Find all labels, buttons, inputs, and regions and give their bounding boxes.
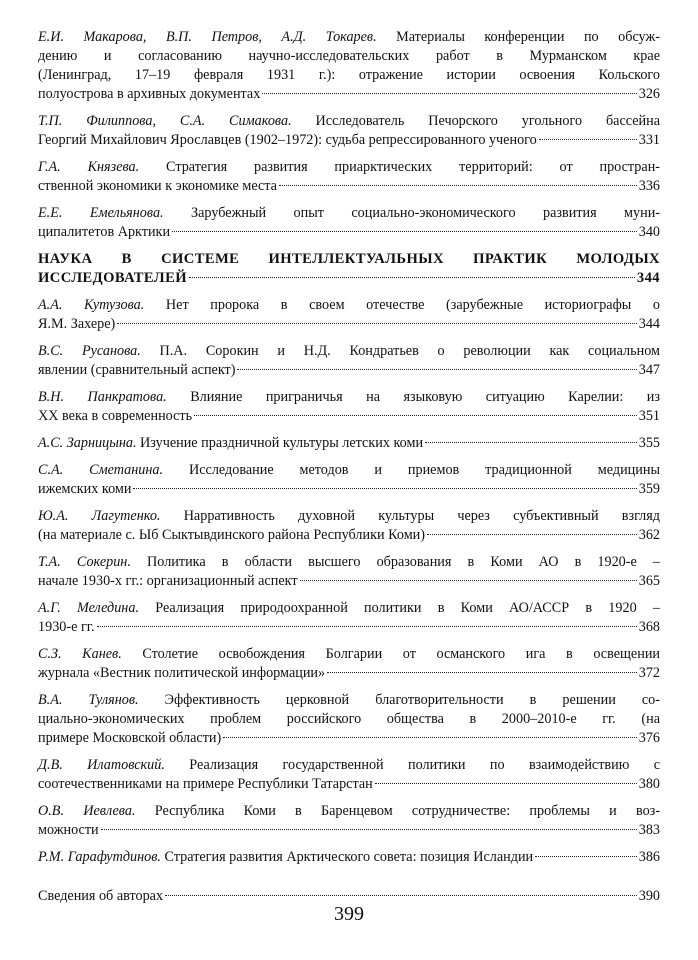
toc-entry-page: 386	[638, 849, 660, 865]
toc-entry-page: 344	[638, 316, 660, 332]
toc-entry	[38, 296, 660, 334]
toc-entry	[38, 848, 660, 867]
toc-entry-line	[38, 526, 660, 545]
toc-entry	[38, 204, 660, 242]
toc-entry-line	[38, 691, 660, 710]
toc-entry-page: 340	[638, 224, 660, 240]
dot-leader	[172, 231, 637, 232]
toc-entry-page: 336	[638, 178, 660, 194]
toc-entry-line-text	[38, 664, 325, 683]
toc-entry-line	[38, 645, 660, 664]
toc-entry	[38, 250, 660, 288]
toc-entry-page: 372	[638, 665, 660, 681]
toc-entry-title: полуострова в архивных документах	[38, 86, 261, 102]
toc-entry-line-text	[38, 848, 533, 867]
dot-leader	[300, 580, 637, 581]
toc-entry-line-text	[38, 269, 187, 288]
toc-entry	[38, 553, 660, 591]
toc-entry-author: Д.В. Илатовский.	[38, 757, 165, 773]
toc-entry-line-text	[38, 85, 260, 104]
dot-leader	[539, 139, 637, 140]
dot-leader	[237, 369, 636, 370]
toc-entry-title: Стратегия развития приарктических территорий: от простран-	[166, 159, 661, 175]
toc-entry-author: Е.Е. Емельянова.	[38, 205, 164, 221]
toc-entry-line-text	[38, 407, 192, 426]
toc-entry-line	[38, 664, 660, 683]
toc-entry-line	[38, 85, 660, 104]
toc-entry-line	[38, 315, 660, 334]
toc-entry-title: журнала «Вестник политической информации»	[38, 665, 326, 681]
toc-entry-title: Изучение праздничной культуры летских коми	[140, 435, 424, 451]
toc-entry-title: XX века в современность	[38, 408, 193, 424]
toc-entry-line-text	[38, 526, 425, 545]
toc-entry-title: Эффективность церковной благотворительности в решении со-	[164, 692, 661, 708]
toc-entry-title: начале 1930-х гг.: организационный аспект	[38, 573, 298, 589]
toc-entry-title: Столетие освобождения Болгарии от османского ига в освещении	[142, 646, 661, 662]
toc-entry-title: Георгий Михайлович Ярославцев (1902–1972): судьба репрессированного ученого	[38, 132, 537, 148]
toc-entry-line	[38, 177, 660, 196]
toc-entry-line	[38, 269, 660, 288]
toc-entry-line	[38, 407, 660, 426]
toc-entry-title: Республика Коми в Баренцевом сотрудничестве: проблемы и воз-	[154, 803, 661, 819]
dot-leader	[165, 895, 637, 896]
toc-entry	[38, 756, 660, 794]
toc-entry-line-text	[38, 775, 373, 794]
toc-entry-line-text	[38, 177, 277, 196]
toc-entry-line	[38, 775, 660, 794]
toc-entry-title: примере Московской области)	[38, 730, 222, 746]
toc-entry-line	[38, 461, 660, 480]
toc-entry-line-text	[38, 223, 170, 242]
toc-entry-author: А.Г. Меледина.	[38, 600, 139, 616]
toc-entry-line	[38, 756, 660, 775]
dot-leader	[223, 737, 636, 738]
dot-leader	[189, 277, 635, 278]
dot-leader	[279, 185, 637, 186]
toc-entry-author: А.С. Зарницына.	[38, 435, 137, 451]
toc-entry-line	[38, 223, 660, 242]
toc-entry-line	[38, 507, 660, 526]
toc-entry-author: Ю.А. Лагутенко.	[38, 508, 161, 524]
toc-entry	[38, 158, 660, 196]
dot-leader	[327, 672, 637, 673]
toc-entry-line-text	[38, 729, 221, 748]
toc-entry-title: Исследование методов и приемов традиционной медицины	[188, 462, 660, 478]
toc-entry-title: Влияние приграничья на языковую ситуацию Карелии: из	[190, 389, 661, 405]
toc-entry-author: Г.А. Князева.	[38, 159, 140, 175]
toc-entry-page: 331	[638, 132, 660, 148]
toc-entry-author: А.А. Кутузова.	[38, 297, 145, 313]
toc-entry-title: П.А. Сорокин и Н.Д. Кондратьев о революции как социальном	[159, 343, 660, 359]
toc-entry-title: Исследователь Печорского угольного бассейна	[315, 113, 661, 129]
toc-entry-line-text	[38, 131, 537, 150]
toc-entry-page: 355	[638, 435, 660, 451]
toc-entry-line-text	[38, 434, 423, 453]
toc-entry-page: 380	[638, 776, 660, 792]
toc-entry-title: НАУКА В СИСТЕМЕ ИНТЕЛЛЕКТУАЛЬНЫХ ПРАКТИК МОЛОДЫХ	[38, 251, 660, 267]
toc-entry-title: ципалитетов Арктики	[38, 224, 171, 240]
dot-leader	[535, 856, 637, 857]
toc-entry-page: 326	[638, 86, 660, 102]
toc-entry-line	[38, 821, 660, 840]
toc-entry-line-text	[38, 618, 95, 637]
toc-entry-line	[38, 848, 660, 867]
toc-entry-line	[38, 434, 660, 453]
dot-leader	[194, 415, 637, 416]
toc-entry-line	[38, 572, 660, 591]
toc-entry-page: 347	[638, 362, 660, 378]
toc-entry-page: 365	[638, 573, 660, 589]
toc-entry-line	[38, 599, 660, 618]
toc-entry-title: Стратегия развития Арктического совета: позиция Исландии	[164, 849, 534, 865]
toc-entry-line	[38, 553, 660, 572]
toc-entry	[38, 28, 660, 104]
toc-entry-line	[38, 296, 660, 315]
toc-entry-author: Т.А. Сокерин.	[38, 554, 131, 570]
toc-entry-title: Нарративность духовной культуры через субъективный взгляд	[183, 508, 660, 524]
toc-entry	[38, 507, 660, 545]
toc-entry-title: дению и согласованию научно-исследовательских работ в Мурманском крае	[38, 48, 660, 64]
toc-entry-author: Е.И. Макарова, В.П. Петров, А.Д. Токарев.	[38, 29, 377, 45]
toc-entry-title: Нет пророка в своем отечестве (зарубежные историографы о	[165, 297, 661, 313]
toc-entry-title: (на материале с. Ыб Сыктывдинского района Республики Коми)	[38, 527, 425, 543]
toc-entry-title: 1930-е гг.	[38, 619, 95, 635]
toc-entry-page: 383	[638, 822, 660, 838]
dot-leader	[425, 442, 637, 443]
toc-entry-line	[38, 710, 660, 729]
toc-entry-author: Т.П. Филиппова, С.А. Симакова.	[38, 113, 292, 129]
toc-entry-line	[38, 618, 660, 637]
dot-leader	[117, 323, 636, 324]
toc-entry-line-text	[38, 821, 99, 840]
toc-entry-title: ственной экономики к экономике места	[38, 178, 277, 194]
toc-entry-line	[38, 47, 660, 66]
toc-entry-line	[38, 250, 660, 269]
toc-entry-line	[38, 158, 660, 177]
table-of-contents	[38, 28, 660, 914]
toc-entry-page: 351	[638, 408, 660, 424]
toc-entry-line	[38, 28, 660, 47]
toc-entry-page: 390	[638, 888, 660, 904]
toc-entry-line	[38, 388, 660, 407]
toc-entry-line-text	[38, 315, 115, 334]
toc-entry-title: ИССЛЕДОВАТЕЛЕЙ	[38, 270, 187, 286]
toc-entry-title: ижемских коми	[38, 481, 132, 497]
toc-entry-title: соотечественниками на примере Республики Татарстан	[38, 776, 373, 792]
toc-entry	[38, 434, 660, 453]
toc-entry-line	[38, 112, 660, 131]
dot-leader	[375, 783, 637, 784]
toc-entry-page: 344	[636, 270, 660, 286]
toc-entry	[38, 691, 660, 748]
toc-entry-line	[38, 204, 660, 223]
toc-entry	[38, 388, 660, 426]
toc-entry-title: Зарубежный опыт социально-экономического развития муни-	[191, 205, 661, 221]
toc-entry-line	[38, 361, 660, 380]
dot-leader	[427, 534, 637, 535]
toc-entry	[38, 342, 660, 380]
toc-entry-line	[38, 480, 660, 499]
toc-entry-page: 368	[638, 619, 660, 635]
toc-entry-title: можности	[38, 822, 99, 838]
toc-entry-line	[38, 66, 660, 85]
toc-entry-line	[38, 729, 660, 748]
toc-entry-author: С.З. Канев.	[38, 646, 122, 662]
toc-entry-page: 362	[638, 527, 660, 543]
toc-entry	[38, 461, 660, 499]
toc-entry-line	[38, 802, 660, 821]
toc-entry	[38, 599, 660, 637]
page-number: 399	[334, 903, 364, 925]
toc-entry-line-text	[38, 480, 131, 499]
toc-entry	[38, 802, 660, 840]
toc-entry-line-text	[38, 361, 235, 380]
toc-entry-title: явлении (сравнительный аспект)	[38, 362, 236, 378]
toc-entry-author: В.С. Русанова.	[38, 343, 141, 359]
toc-entry-title: Политика в области высшего образования в Коми АО в 1920-е –	[147, 554, 661, 570]
toc-entry-page: 376	[638, 730, 660, 746]
toc-entry-line	[38, 342, 660, 361]
dot-leader	[262, 93, 636, 94]
toc-entry	[38, 645, 660, 683]
toc-entry-page: 359	[638, 481, 660, 497]
toc-entry-author: Р.М. Гарафутдинов.	[38, 849, 161, 865]
dot-leader	[101, 829, 637, 830]
toc-entry-author: В.А. Тулянов.	[38, 692, 139, 708]
toc-entry-line	[38, 131, 660, 150]
toc-entry-title: (Ленинград, 17–19 февраля 1931 г.): отражение истории освоения Кольского	[38, 67, 660, 83]
toc-entry-title: Реализация природоохранной политики в Коми АО/АССР в 1920 –	[155, 600, 660, 616]
toc-entry-author: В.Н. Панкратова.	[38, 389, 167, 405]
toc-entry-author: С.А. Сметанина.	[38, 462, 164, 478]
toc-entry-line-text	[38, 572, 298, 591]
dot-leader	[97, 626, 637, 627]
toc-entry-title: Я.М. Захере)	[38, 316, 116, 332]
toc-entry-title: Реализация государственной политики по взаимодействию с	[189, 757, 661, 773]
toc-entry-title: циально-экономических проблем российского общества в 2000–2010-е гг. (на	[38, 711, 660, 727]
toc-entry-title: Материалы конференции по обсуж-	[396, 29, 660, 45]
toc-entry-author: О.В. Иевлева.	[38, 803, 136, 819]
toc-entry-title: Сведения об авторах	[38, 888, 164, 904]
dot-leader	[133, 488, 636, 489]
toc-entry	[38, 112, 660, 150]
